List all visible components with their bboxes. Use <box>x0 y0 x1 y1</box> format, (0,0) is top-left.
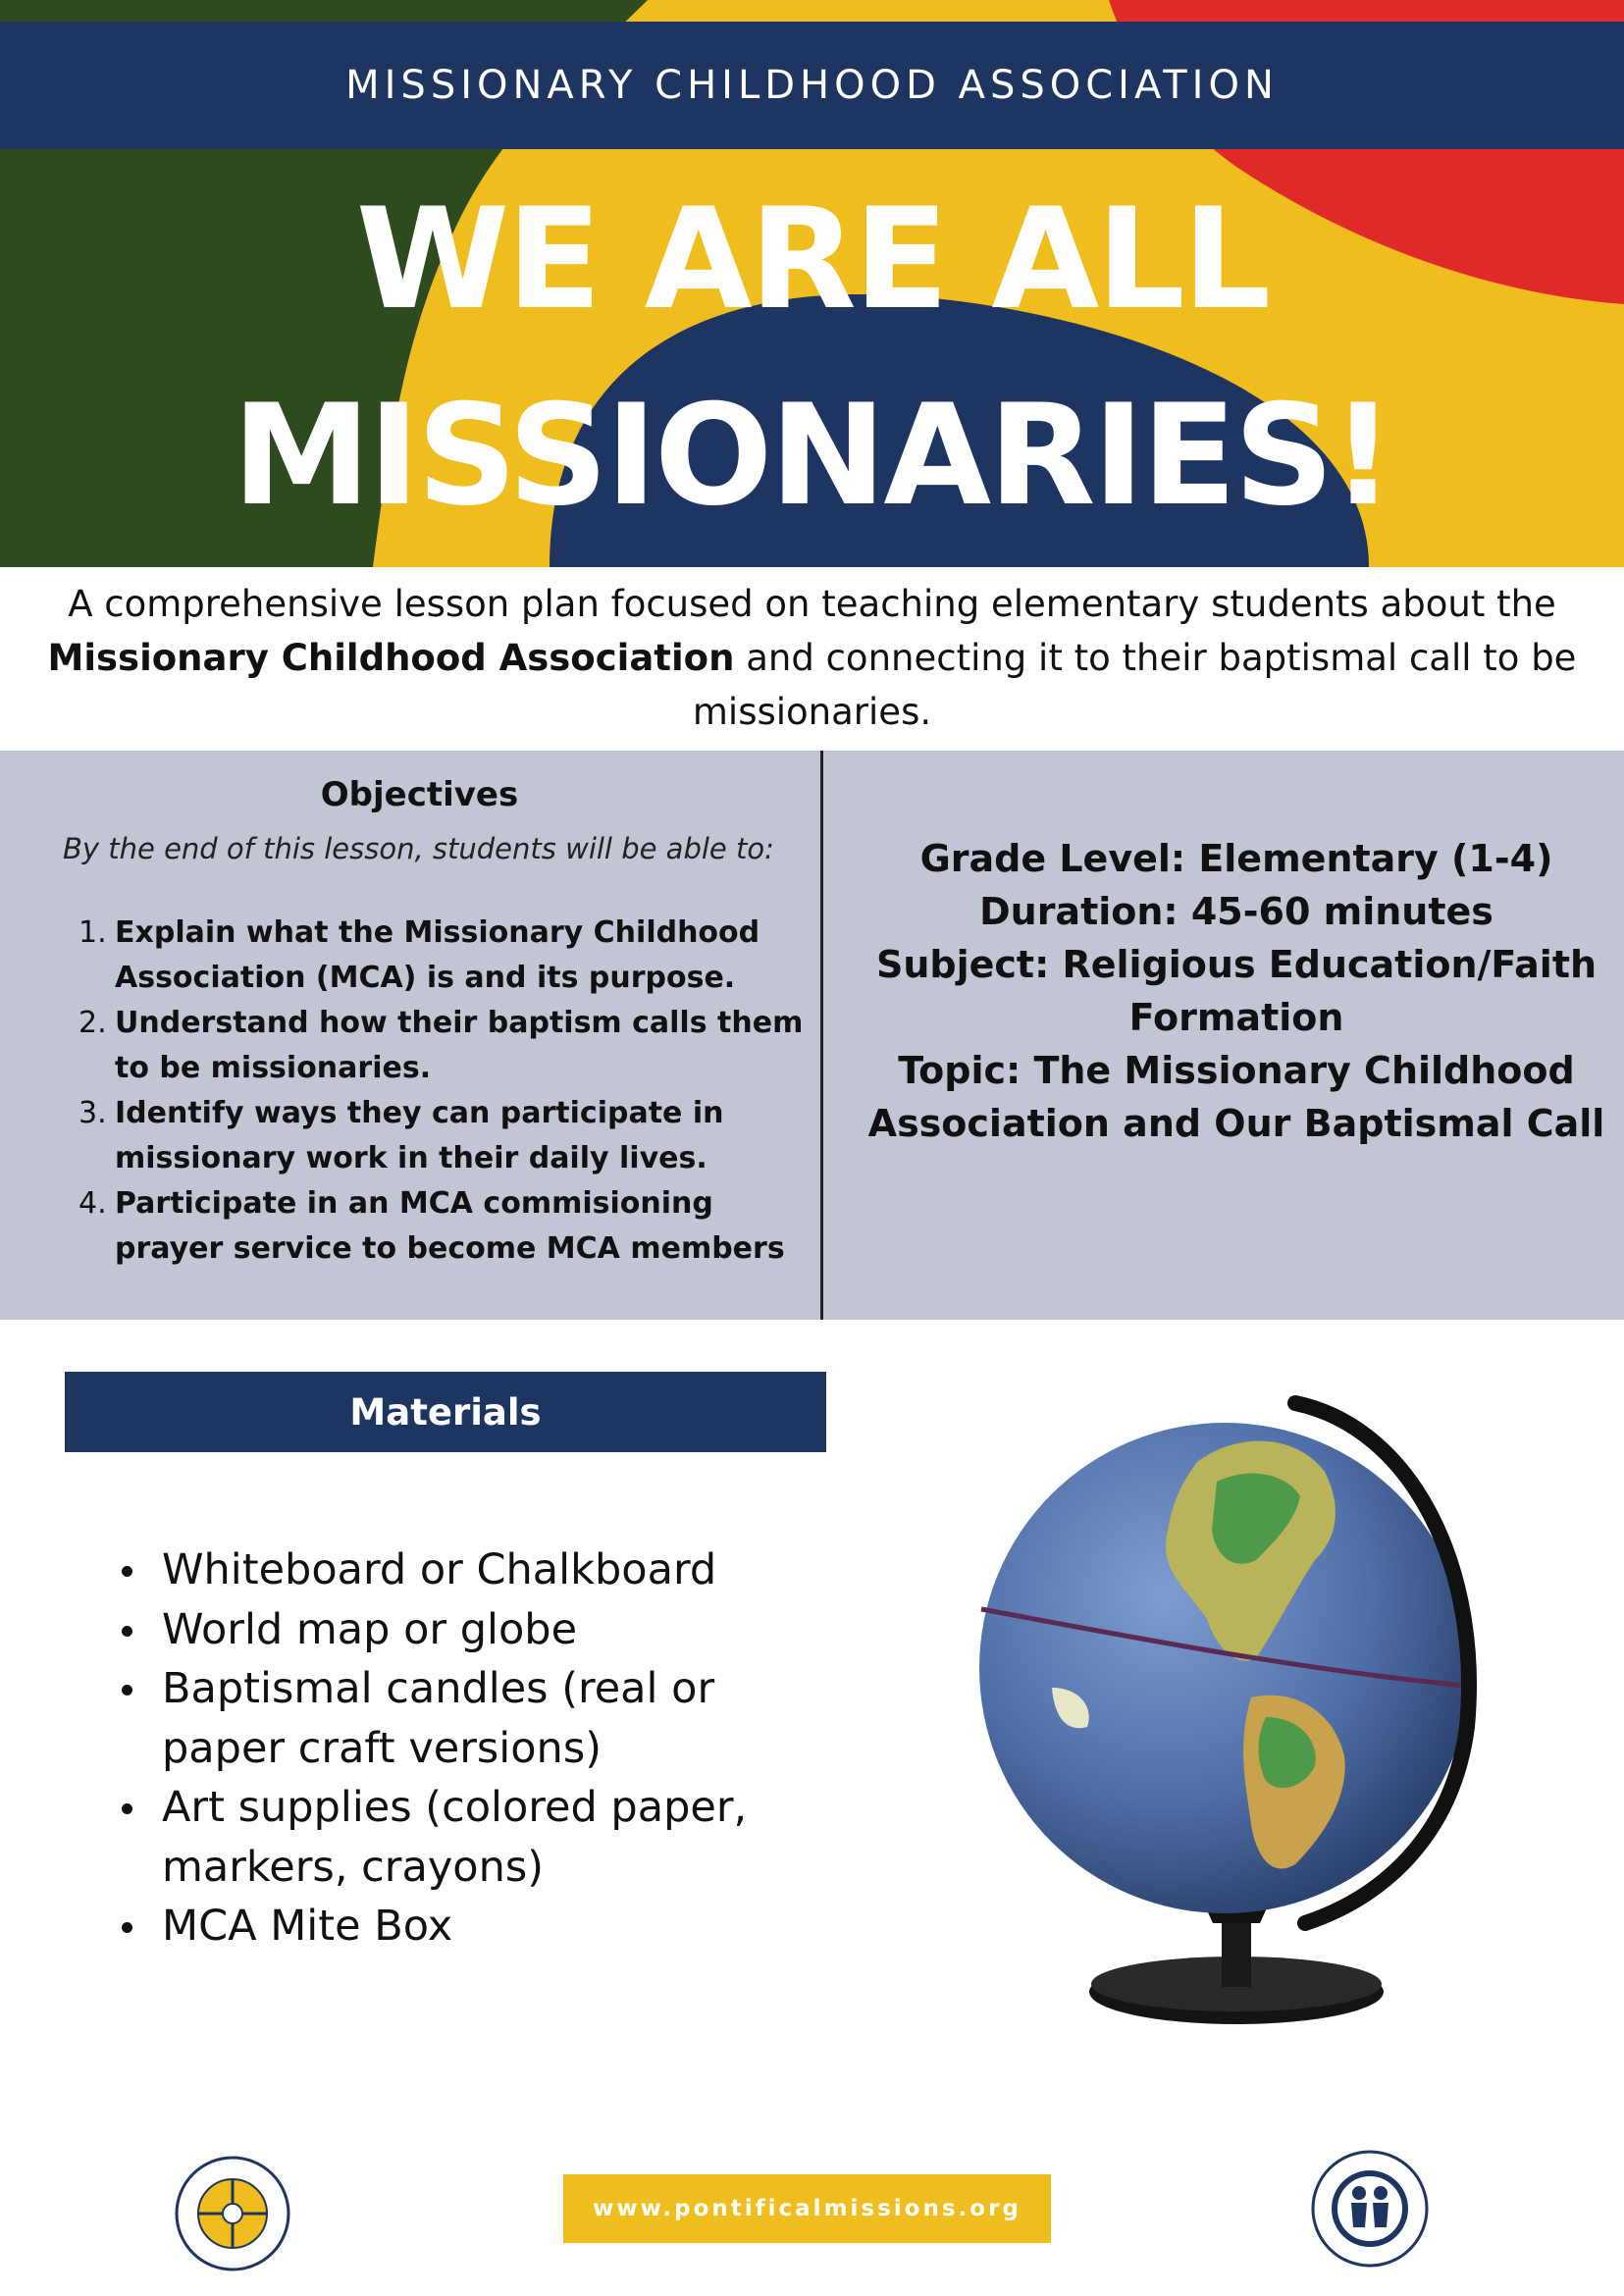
panel-divider <box>820 751 823 1320</box>
website-url[interactable]: www.pontificalmissions.org <box>593 2196 1022 2221</box>
materials-title: Materials <box>349 1390 542 1434</box>
pontifical-missions-logo <box>175 2156 290 2271</box>
material-item: World map or globe <box>108 1600 795 1660</box>
materials-header <box>65 1372 826 1452</box>
objectives-intro: By the end of this lesson, students will be able to: <box>63 832 774 865</box>
title-line-2: MISSIONARIES! <box>232 375 1392 537</box>
missionary-childhood-logo <box>1310 2149 1430 2269</box>
topic: Topic: The Missionary Childhood Association and Our Baptismal Call <box>867 1049 1605 1145</box>
intro-text <box>29 577 1595 739</box>
duration: Duration: 45-60 minutes <box>979 890 1493 933</box>
globe-image <box>971 1374 1482 2031</box>
materials-list <box>108 1540 795 1957</box>
objective-item: 4. Participate in an MCA commisioning prayer service to become MCA members <box>79 1186 785 1266</box>
intro-part2: and connecting it to their baptismal call to be missionaries. <box>692 637 1577 733</box>
grade-level: Grade Level: Elementary (1-4) <box>919 837 1553 880</box>
objective-item: 3. Identify ways they can participate in missionary work in their daily lives. <box>79 1096 724 1175</box>
title-line-1: WE ARE ALL <box>355 179 1269 340</box>
material-item: MCA Mite Box <box>108 1897 795 1957</box>
association-name: MISSIONARY CHILDHOOD ASSOCIATION <box>345 63 1279 108</box>
material-item: Whiteboard or Chalkboard <box>108 1540 795 1600</box>
intro-bold: Missionary Childhood Association <box>47 637 735 679</box>
material-item: Art supplies (colored paper, markers, crayons) <box>108 1778 795 1897</box>
intro-part1: A comprehensive lesson plan focused on teaching elementary students about the <box>68 583 1556 625</box>
lesson-info <box>864 832 1609 1150</box>
subject: Subject: Religious Education/Faith Formation <box>875 943 1598 1039</box>
objective-item: 1. Explain what the Missionary Childhood Association (MCA) is and its purpose. <box>79 915 760 995</box>
objectives-title: Objectives <box>320 775 519 814</box>
objectives-list <box>61 911 816 1272</box>
association-banner <box>0 22 1624 149</box>
material-item: Baptismal candles (real or paper craft versions) <box>108 1659 795 1778</box>
website-banner <box>563 2174 1051 2243</box>
objective-item: 2. Understand how their baptism calls them to be missionaries. <box>79 1006 804 1085</box>
